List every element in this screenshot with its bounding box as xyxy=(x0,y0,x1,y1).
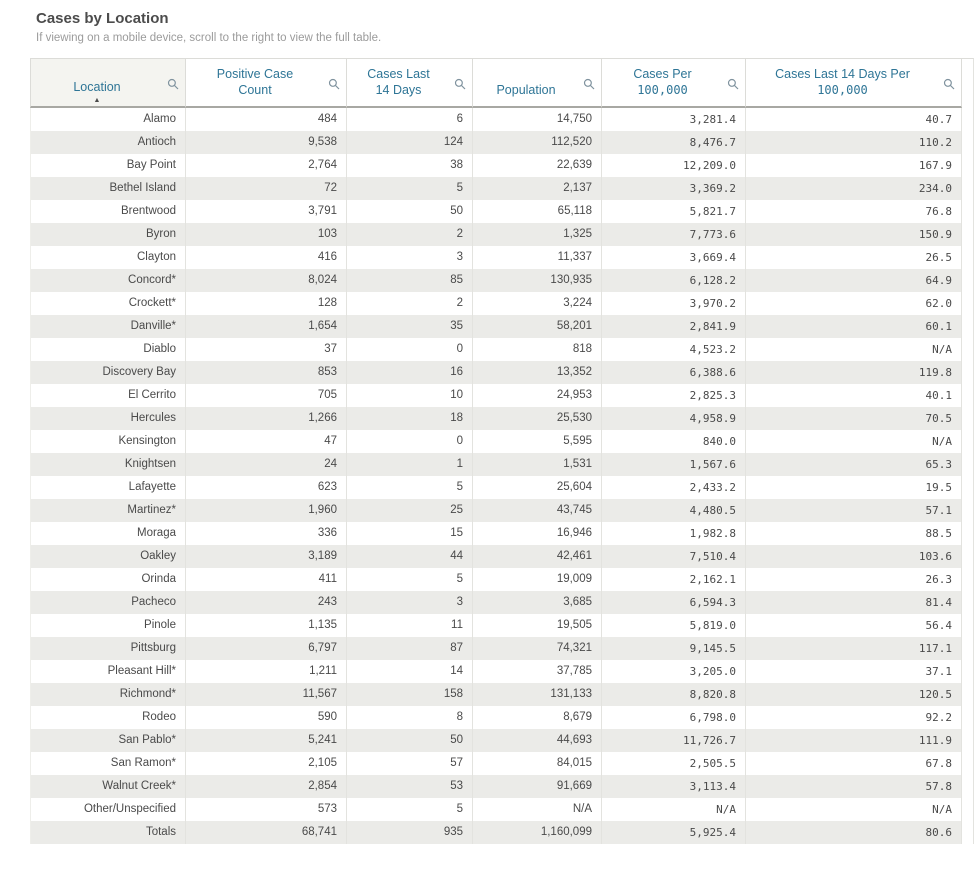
table-row xyxy=(30,522,974,545)
row-right-gutter xyxy=(962,706,974,729)
cell-cases-last-14-days[interactable]: 15 xyxy=(347,522,473,545)
cell-cases-last-14-days[interactable]: 57 xyxy=(347,752,473,775)
cell-location[interactable]: Pleasant Hill* xyxy=(30,660,186,683)
cell-cases-per-100000[interactable]: 1,982.8 xyxy=(602,522,746,545)
cell-cases-last-14-days-per-100000[interactable]: 81.4 xyxy=(746,591,962,614)
cell-cases-last-14-days-per-100000[interactable]: 92.2 xyxy=(746,706,962,729)
cell-cases-last-14-days-per-100000[interactable]: 65.3 xyxy=(746,453,962,476)
cell-positive-case-count[interactable]: 5,241 xyxy=(186,729,347,752)
cell-location[interactable]: Danville* xyxy=(30,315,186,338)
row-right-gutter xyxy=(962,545,974,568)
cell-cases-last-14-days[interactable]: 5 xyxy=(347,798,473,821)
cell-positive-case-count[interactable]: 3,791 xyxy=(186,200,347,223)
cell-cases-per-100000[interactable]: 6,128.2 xyxy=(602,269,746,292)
cell-location[interactable]: Totals xyxy=(30,821,186,844)
cell-location[interactable]: Hercules xyxy=(30,407,186,430)
cell-location[interactable]: Pinole xyxy=(30,614,186,637)
row-right-gutter xyxy=(962,223,974,246)
cell-positive-case-count[interactable]: 2,854 xyxy=(186,775,347,798)
row-right-gutter xyxy=(962,752,974,775)
cell-cases-per-100000[interactable]: 7,510.4 xyxy=(602,545,746,568)
cell-positive-case-count[interactable]: 11,567 xyxy=(186,683,347,706)
cell-cases-per-100000[interactable]: 2,841.9 xyxy=(602,315,746,338)
cell-cases-per-100000[interactable]: 8,476.7 xyxy=(602,131,746,154)
cell-location[interactable]: Diablo xyxy=(30,338,186,361)
cell-cases-last-14-days[interactable]: 16 xyxy=(347,361,473,384)
table-row xyxy=(30,407,974,430)
cell-cases-last-14-days[interactable]: 25 xyxy=(347,499,473,522)
table-row xyxy=(30,775,974,798)
cell-location[interactable]: Moraga xyxy=(30,522,186,545)
cell-cases-last-14-days[interactable]: 14 xyxy=(347,660,473,683)
cell-cases-per-100000[interactable]: 4,958.9 xyxy=(602,407,746,430)
cell-cases-per-100000[interactable]: 5,925.4 xyxy=(602,821,746,844)
cell-cases-last-14-days[interactable]: 935 xyxy=(347,821,473,844)
cell-cases-per-100000[interactable]: 2,162.1 xyxy=(602,568,746,591)
table-row xyxy=(30,430,974,453)
cell-positive-case-count[interactable]: 2,105 xyxy=(186,752,347,775)
cell-cases-per-100000[interactable]: 840.0 xyxy=(602,430,746,453)
cell-location[interactable]: Discovery Bay xyxy=(30,361,186,384)
cell-population[interactable]: 43,745 xyxy=(473,499,602,522)
cell-positive-case-count[interactable]: 411 xyxy=(186,568,347,591)
cell-positive-case-count[interactable]: 590 xyxy=(186,706,347,729)
column-label: Location xyxy=(73,80,121,94)
row-right-gutter xyxy=(962,568,974,591)
cell-location[interactable]: Kensington xyxy=(30,430,186,453)
table-row xyxy=(30,499,974,522)
cell-cases-last-14-days-per-100000[interactable]: 57.1 xyxy=(746,499,962,522)
cell-location[interactable]: Brentwood xyxy=(30,200,186,223)
row-right-gutter xyxy=(962,154,974,177)
cell-location[interactable]: Rodeo xyxy=(30,706,186,729)
cell-cases-last-14-days[interactable]: 85 xyxy=(347,269,473,292)
cell-cases-per-100000[interactable]: 5,821.7 xyxy=(602,200,746,223)
cell-location[interactable]: Byron xyxy=(30,223,186,246)
cell-population[interactable]: 5,595 xyxy=(473,430,602,453)
cell-positive-case-count[interactable]: 8,024 xyxy=(186,269,347,292)
table-row xyxy=(30,200,974,223)
row-right-gutter xyxy=(962,384,974,407)
cell-population[interactable]: 1,531 xyxy=(473,453,602,476)
cell-cases-per-100000[interactable]: 11,726.7 xyxy=(602,729,746,752)
cell-cases-per-100000[interactable]: 9,145.5 xyxy=(602,637,746,660)
table-row xyxy=(30,269,974,292)
cell-cases-last-14-days[interactable]: 124 xyxy=(347,131,473,154)
cell-positive-case-count[interactable]: 1,135 xyxy=(186,614,347,637)
cell-positive-case-count[interactable]: 484 xyxy=(186,108,347,131)
cell-population[interactable]: 131,133 xyxy=(473,683,602,706)
table-row xyxy=(30,223,974,246)
column-header-cases-per-100000[interactable] xyxy=(602,58,746,108)
row-right-gutter xyxy=(962,821,974,844)
row-right-gutter xyxy=(962,729,974,752)
cell-cases-last-14-days-per-100000[interactable]: 64.9 xyxy=(746,269,962,292)
cell-population[interactable]: 13,352 xyxy=(473,361,602,384)
cell-cases-last-14-days[interactable]: 87 xyxy=(347,637,473,660)
cell-cases-last-14-days-per-100000[interactable]: 120.5 xyxy=(746,683,962,706)
cell-location[interactable]: San Ramon* xyxy=(30,752,186,775)
cell-location[interactable]: Knightsen xyxy=(30,453,186,476)
header-right-gutter xyxy=(962,58,974,108)
search-icon[interactable] xyxy=(727,78,739,90)
row-right-gutter xyxy=(962,108,974,131)
row-right-gutter xyxy=(962,269,974,292)
table-row xyxy=(30,338,974,361)
cell-population[interactable]: 25,530 xyxy=(473,407,602,430)
column-header-population[interactable] xyxy=(473,58,602,108)
table-row xyxy=(30,614,974,637)
cell-cases-per-100000[interactable]: 2,433.2 xyxy=(602,476,746,499)
cell-population[interactable]: 14,750 xyxy=(473,108,602,131)
cell-cases-last-14-days[interactable]: 2 xyxy=(347,223,473,246)
table-header-row xyxy=(30,58,974,108)
table-row xyxy=(30,292,974,315)
cell-location[interactable]: Bay Point xyxy=(30,154,186,177)
row-right-gutter xyxy=(962,315,974,338)
search-icon[interactable] xyxy=(454,78,466,90)
cell-location[interactable]: Concord* xyxy=(30,269,186,292)
cell-cases-last-14-days[interactable]: 10 xyxy=(347,384,473,407)
table-row xyxy=(30,315,974,338)
cell-location[interactable]: Pacheco xyxy=(30,591,186,614)
cell-population[interactable]: 1,160,099 xyxy=(473,821,602,844)
cell-positive-case-count[interactable]: 37 xyxy=(186,338,347,361)
column-label: Cases Last xyxy=(367,67,430,81)
cell-population[interactable]: 24,953 xyxy=(473,384,602,407)
cell-location[interactable]: El Cerrito xyxy=(30,384,186,407)
cell-cases-last-14-days-per-100000[interactable]: 62.0 xyxy=(746,292,962,315)
column-label: Cases Per xyxy=(633,67,692,81)
cell-positive-case-count[interactable]: 103 xyxy=(186,223,347,246)
cell-cases-last-14-days[interactable]: 158 xyxy=(347,683,473,706)
cell-cases-last-14-days-per-100000[interactable]: 88.5 xyxy=(746,522,962,545)
cell-cases-last-14-days-per-100000[interactable]: 167.9 xyxy=(746,154,962,177)
cell-cases-last-14-days-per-100000[interactable]: 67.8 xyxy=(746,752,962,775)
cell-cases-last-14-days[interactable]: 5 xyxy=(347,568,473,591)
cell-cases-last-14-days-per-100000[interactable]: 110.2 xyxy=(746,131,962,154)
row-right-gutter xyxy=(962,292,974,315)
cell-cases-last-14-days[interactable]: 11 xyxy=(347,614,473,637)
cell-cases-last-14-days-per-100000[interactable]: 234.0 xyxy=(746,177,962,200)
table-row xyxy=(30,591,974,614)
table-row xyxy=(30,453,974,476)
cell-positive-case-count[interactable]: 705 xyxy=(186,384,347,407)
row-right-gutter xyxy=(962,453,974,476)
cell-population[interactable]: 19,505 xyxy=(473,614,602,637)
cell-cases-last-14-days-per-100000[interactable]: 119.8 xyxy=(746,361,962,384)
sort-ascending-icon: ▲ xyxy=(93,97,101,104)
row-right-gutter xyxy=(962,246,974,269)
cell-positive-case-count[interactable]: 1,266 xyxy=(186,407,347,430)
cell-location[interactable]: Orinda xyxy=(30,568,186,591)
cell-cases-last-14-days-per-100000[interactable]: 60.1 xyxy=(746,315,962,338)
cell-population[interactable]: N/A xyxy=(473,798,602,821)
cell-cases-last-14-days[interactable]: 53 xyxy=(347,775,473,798)
cell-cases-per-100000[interactable]: 6,388.6 xyxy=(602,361,746,384)
row-right-gutter xyxy=(962,775,974,798)
cell-cases-last-14-days-per-100000[interactable]: 111.9 xyxy=(746,729,962,752)
cell-cases-per-100000[interactable]: 3,113.4 xyxy=(602,775,746,798)
cell-location[interactable]: Bethel Island xyxy=(30,177,186,200)
row-right-gutter xyxy=(962,476,974,499)
cell-cases-per-100000[interactable]: 3,205.0 xyxy=(602,660,746,683)
cell-positive-case-count[interactable]: 2,764 xyxy=(186,154,347,177)
cell-cases-per-100000[interactable]: 6,594.3 xyxy=(602,591,746,614)
table-row xyxy=(30,108,974,131)
cell-cases-per-100000[interactable]: 3,970.2 xyxy=(602,292,746,315)
cell-cases-last-14-days[interactable]: 6 xyxy=(347,108,473,131)
cell-positive-case-count[interactable]: 623 xyxy=(186,476,347,499)
table-row xyxy=(30,246,974,269)
search-icon[interactable] xyxy=(943,78,955,90)
column-header-location[interactable] xyxy=(30,58,186,108)
cell-location[interactable]: Walnut Creek* xyxy=(30,775,186,798)
cell-cases-last-14-days-per-100000[interactable]: 37.1 xyxy=(746,660,962,683)
cell-population[interactable]: 112,520 xyxy=(473,131,602,154)
cell-cases-last-14-days-per-100000[interactable]: 40.7 xyxy=(746,108,962,131)
cell-population[interactable]: 42,461 xyxy=(473,545,602,568)
table-row xyxy=(30,154,974,177)
cell-positive-case-count[interactable]: 68,741 xyxy=(186,821,347,844)
column-header-cases-last-14-days[interactable] xyxy=(347,58,473,108)
cell-positive-case-count[interactable]: 243 xyxy=(186,591,347,614)
cell-population[interactable]: 22,639 xyxy=(473,154,602,177)
cell-positive-case-count[interactable]: 1,654 xyxy=(186,315,347,338)
cell-population[interactable]: 8,679 xyxy=(473,706,602,729)
cell-cases-last-14-days-per-100000[interactable]: 117.1 xyxy=(746,637,962,660)
cell-cases-last-14-days[interactable]: 0 xyxy=(347,430,473,453)
cell-cases-last-14-days-per-100000[interactable]: 103.6 xyxy=(746,545,962,568)
cell-population[interactable]: 3,685 xyxy=(473,591,602,614)
cell-positive-case-count[interactable]: 3,189 xyxy=(186,545,347,568)
cell-location[interactable]: Richmond* xyxy=(30,683,186,706)
search-icon[interactable] xyxy=(328,78,340,90)
cell-positive-case-count[interactable]: 416 xyxy=(186,246,347,269)
row-right-gutter xyxy=(962,637,974,660)
cell-cases-last-14-days[interactable]: 44 xyxy=(347,545,473,568)
cell-cases-last-14-days[interactable]: 5 xyxy=(347,177,473,200)
cell-location[interactable]: Pittsburg xyxy=(30,637,186,660)
row-right-gutter xyxy=(962,683,974,706)
cell-location[interactable]: San Pablo* xyxy=(30,729,186,752)
cell-population[interactable]: 19,009 xyxy=(473,568,602,591)
cell-cases-per-100000[interactable]: 12,209.0 xyxy=(602,154,746,177)
cell-positive-case-count[interactable]: 6,797 xyxy=(186,637,347,660)
cell-cases-last-14-days[interactable]: 38 xyxy=(347,154,473,177)
cell-positive-case-count[interactable]: 1,211 xyxy=(186,660,347,683)
cell-cases-per-100000[interactable]: 5,819.0 xyxy=(602,614,746,637)
table-row xyxy=(30,131,974,154)
row-right-gutter xyxy=(962,522,974,545)
row-right-gutter xyxy=(962,407,974,430)
cases-table xyxy=(30,58,974,844)
table-row xyxy=(30,752,974,775)
column-label: Population xyxy=(496,83,556,97)
cell-cases-last-14-days-per-100000[interactable]: 19.5 xyxy=(746,476,962,499)
row-right-gutter xyxy=(962,499,974,522)
cell-cases-last-14-days[interactable]: 50 xyxy=(347,729,473,752)
cell-cases-per-100000[interactable]: 4,480.5 xyxy=(602,499,746,522)
cell-population[interactable]: 1,325 xyxy=(473,223,602,246)
table-row xyxy=(30,177,974,200)
table-row xyxy=(30,545,974,568)
cell-population[interactable]: 2,137 xyxy=(473,177,602,200)
cell-cases-per-100000[interactable]: 6,798.0 xyxy=(602,706,746,729)
table-row xyxy=(30,361,974,384)
cell-cases-last-14-days[interactable]: 5 xyxy=(347,476,473,499)
cell-population[interactable]: 74,321 xyxy=(473,637,602,660)
row-right-gutter xyxy=(962,361,974,384)
cell-cases-last-14-days-per-100000[interactable]: 70.5 xyxy=(746,407,962,430)
cell-population[interactable]: 818 xyxy=(473,338,602,361)
cell-cases-per-100000[interactable]: 2,825.3 xyxy=(602,384,746,407)
table-row xyxy=(30,729,974,752)
page-subtitle: If viewing on a mobile device, scroll to the right to view the full table. xyxy=(36,32,382,44)
table-body xyxy=(30,108,974,844)
cell-cases-last-14-days[interactable]: 0 xyxy=(347,338,473,361)
cell-cases-last-14-days[interactable]: 3 xyxy=(347,246,473,269)
row-right-gutter xyxy=(962,200,974,223)
cell-positive-case-count[interactable]: 1,960 xyxy=(186,499,347,522)
cell-positive-case-count[interactable]: 853 xyxy=(186,361,347,384)
cell-location[interactable]: Clayton xyxy=(30,246,186,269)
cell-cases-last-14-days[interactable]: 35 xyxy=(347,315,473,338)
cell-positive-case-count[interactable]: 9,538 xyxy=(186,131,347,154)
row-right-gutter xyxy=(962,131,974,154)
cell-cases-last-14-days-per-100000[interactable]: 26.5 xyxy=(746,246,962,269)
search-icon[interactable] xyxy=(167,78,179,90)
table-row xyxy=(30,683,974,706)
cell-cases-per-100000[interactable]: 2,505.5 xyxy=(602,752,746,775)
page-title: Cases by Location xyxy=(36,10,169,27)
column-label: 100,000 xyxy=(817,83,868,97)
column-label: 14 Days xyxy=(375,83,422,97)
cell-population[interactable]: 16,946 xyxy=(473,522,602,545)
cell-cases-last-14-days-per-100000[interactable]: N/A xyxy=(746,430,962,453)
table-row xyxy=(30,637,974,660)
column-label: Positive Case xyxy=(216,67,294,81)
totals-row xyxy=(30,821,974,844)
cell-cases-last-14-days[interactable]: 8 xyxy=(347,706,473,729)
table-row xyxy=(30,798,974,821)
row-right-gutter xyxy=(962,177,974,200)
cell-cases-per-100000[interactable]: 3,669.4 xyxy=(602,246,746,269)
cell-population[interactable]: 11,337 xyxy=(473,246,602,269)
cell-population[interactable]: 130,935 xyxy=(473,269,602,292)
cell-positive-case-count[interactable]: 24 xyxy=(186,453,347,476)
cell-cases-last-14-days[interactable]: 18 xyxy=(347,407,473,430)
cell-population[interactable]: 65,118 xyxy=(473,200,602,223)
cell-positive-case-count[interactable]: 573 xyxy=(186,798,347,821)
cell-positive-case-count[interactable]: 72 xyxy=(186,177,347,200)
table-row xyxy=(30,476,974,499)
cell-cases-last-14-days-per-100000[interactable]: 76.8 xyxy=(746,200,962,223)
cell-population[interactable]: 37,785 xyxy=(473,660,602,683)
cell-location[interactable]: Oakley xyxy=(30,545,186,568)
cell-positive-case-count[interactable]: 336 xyxy=(186,522,347,545)
cell-population[interactable]: 58,201 xyxy=(473,315,602,338)
table-row xyxy=(30,706,974,729)
cell-cases-last-14-days-per-100000[interactable]: N/A xyxy=(746,338,962,361)
cell-location[interactable]: Antioch xyxy=(30,131,186,154)
cell-cases-last-14-days-per-100000[interactable]: 26.3 xyxy=(746,568,962,591)
cell-population[interactable]: 91,669 xyxy=(473,775,602,798)
row-right-gutter xyxy=(962,798,974,821)
cell-cases-last-14-days-per-100000[interactable]: 150.9 xyxy=(746,223,962,246)
row-right-gutter xyxy=(962,430,974,453)
cell-cases-per-100000[interactable]: 3,281.4 xyxy=(602,108,746,131)
cell-cases-last-14-days-per-100000[interactable]: 80.6 xyxy=(746,821,962,844)
column-header-positive-case-count[interactable] xyxy=(186,58,347,108)
cell-cases-last-14-days-per-100000[interactable]: 40.1 xyxy=(746,384,962,407)
table-row xyxy=(30,568,974,591)
table-row xyxy=(30,384,974,407)
cell-location[interactable]: Lafayette xyxy=(30,476,186,499)
table-row xyxy=(30,660,974,683)
column-label: Count xyxy=(238,83,272,97)
cell-population[interactable]: 25,604 xyxy=(473,476,602,499)
cell-cases-last-14-days-per-100000[interactable]: N/A xyxy=(746,798,962,821)
cell-location[interactable]: Alamo xyxy=(30,108,186,131)
cell-cases-per-100000[interactable]: 4,523.2 xyxy=(602,338,746,361)
search-icon[interactable] xyxy=(583,78,595,90)
cell-population[interactable]: 44,693 xyxy=(473,729,602,752)
cell-cases-per-100000[interactable]: 3,369.2 xyxy=(602,177,746,200)
cell-cases-last-14-days-per-100000[interactable]: 57.8 xyxy=(746,775,962,798)
cell-cases-last-14-days[interactable]: 3 xyxy=(347,591,473,614)
row-right-gutter xyxy=(962,660,974,683)
cell-cases-last-14-days[interactable]: 2 xyxy=(347,292,473,315)
column-header-cases-last-14-days-per-100000[interactable] xyxy=(746,58,962,108)
cell-positive-case-count[interactable]: 47 xyxy=(186,430,347,453)
column-label: 100,000 xyxy=(637,83,688,97)
cell-cases-last-14-days[interactable]: 50 xyxy=(347,200,473,223)
row-right-gutter xyxy=(962,614,974,637)
cell-population[interactable]: 3,224 xyxy=(473,292,602,315)
cell-location[interactable]: Crockett* xyxy=(30,292,186,315)
row-right-gutter xyxy=(962,338,974,361)
cell-cases-last-14-days[interactable]: 1 xyxy=(347,453,473,476)
row-right-gutter xyxy=(962,591,974,614)
cell-location[interactable]: Martinez* xyxy=(30,499,186,522)
cell-cases-per-100000[interactable]: 1,567.6 xyxy=(602,453,746,476)
cell-cases-per-100000[interactable]: 7,773.6 xyxy=(602,223,746,246)
cell-cases-last-14-days-per-100000[interactable]: 56.4 xyxy=(746,614,962,637)
cell-positive-case-count[interactable]: 128 xyxy=(186,292,347,315)
cell-cases-per-100000[interactable]: 8,820.8 xyxy=(602,683,746,706)
cell-location[interactable]: Other/Unspecified xyxy=(30,798,186,821)
column-label: Cases Last 14 Days Per xyxy=(775,67,910,81)
cell-cases-per-100000[interactable]: N/A xyxy=(602,798,746,821)
cell-population[interactable]: 84,015 xyxy=(473,752,602,775)
